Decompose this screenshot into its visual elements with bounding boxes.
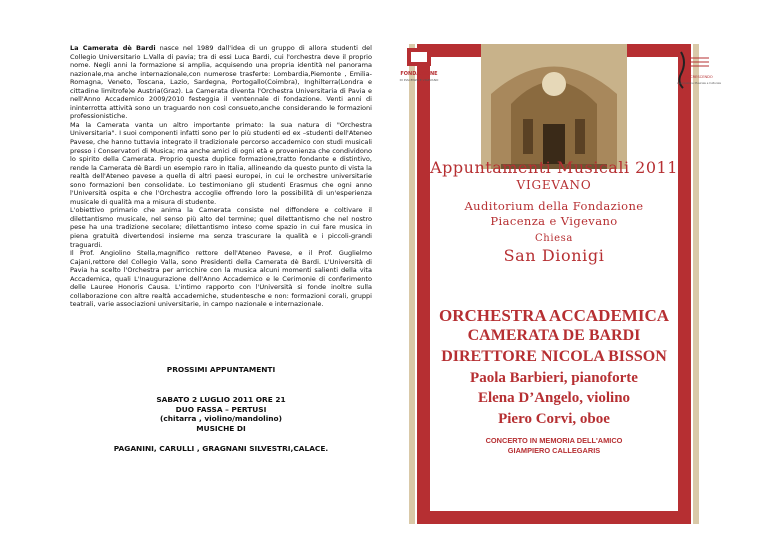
city: VIGEVANO (516, 178, 592, 192)
biography-text (70, 44, 372, 309)
conductor-line: DIRETTORE NICOLA BISSON (441, 348, 667, 365)
event-instruments: (chitarra , violino/mandolino) (160, 414, 282, 424)
performer-2: Elena D’Angelo, violino (477, 390, 631, 406)
auditorium-line-2: Piacenza e Vigevano (490, 214, 618, 228)
cover-panel (399, 44, 721, 524)
bio-paragraph-1: nasce nel 1989 dall'idea di un gruppo di allora studenti del Collegio Universitario L.Valla di pavia; tra di essi Luca Bardi, cui l'orchestra deve il proprio nome. Negli anni la formazione si amplia, acquisendo una propria identità nel panorama nazionale,ma anche internazionale,con numerose trasferte: Lombardia,Piemonte , Emilia-Romagna, Veneto, Toscana, Lazio, Sardegna, Portogallo(Coimbra), Inghilterra(Londra e cittadine limitrofe)e Austria(Graz). La Camerata diventa l'Orchestra Universitaria di Pavia e nell'Anno Accademico 2009/2010 festeggia il ventennale di fondazione. Venti anni di ininterrotta attività sono un traguardo non così consueto,anche considerando le formazioni professionistiche. (70, 44, 372, 121)
upcoming-events (70, 365, 372, 454)
event-composers: PAGANINI, CARULLI , GRAGNANI SILVESTRI,CALACE. (113, 443, 329, 453)
auditorium (417, 199, 691, 229)
left-column-decoration (409, 44, 415, 524)
fondazione-logo-subtext: DI PIACENZA E VIGEVANO (399, 78, 439, 82)
events-title: PROSSIMI APPUNTAMENTI (166, 365, 276, 374)
performer-1: Paola Barbieri, pianoforte (470, 370, 638, 386)
orchestra-line-2: CAMERATA DE BARDI (467, 327, 641, 344)
memorial-line-1: CONCERTO IN MEMORIA DELL'AMICO (485, 436, 623, 445)
fondazione-logo-text: FONDAZIONE (400, 71, 438, 77)
bio-lead: La Camerata dè Bardi (70, 44, 156, 52)
event-date: SABATO 2 LUGLIO 2011 ORE 21 (156, 394, 286, 404)
orchestra-line-1: ORCHESTRA ACCADEMICA (439, 306, 669, 325)
bio-paragraph-4: Il Prof. Angiolino Stella,magnifico rettore dell'Ateneo Pavese, e il Prof. Guglielmo Cajani,rettore del Collegio Valla, sono Presidenti della Camerata dè Bardi. L'Università di Pavia ha scelto l'Orchestra per arricchire con la musica alcuni momenti salienti della vita Accademica, quali L'Inaugurazione dell'Anno Accademico e le Cerimonie di conferimento delle Lauree Honoris Causa. L'intimo rapporto con l'Università si fonde inoltre sulla collaborazione con altre realtà accademiche, studentesche e non: formazioni corali, gruppi teatrali, varie associazioni universitarie, in campo nazionale e internazionale. (70, 249, 372, 309)
event-name: DUO FASSA – PERTUSI (175, 404, 267, 414)
fondazione-logo (397, 48, 443, 84)
chiesa-label: Chiesa (535, 233, 573, 244)
right-column-decoration (693, 44, 699, 524)
increscendo-logo-subtext: Associazione Musicale e Culturale (677, 82, 721, 85)
auditorium-line-1: Auditorium della Fondazione (464, 199, 644, 213)
increscendo-logo (673, 48, 721, 96)
event-musiche: MUSICHE DI (196, 424, 246, 434)
bio-paragraph-3: L'obiettivo primario che anima la Camerata consiste nel diffondere e coltivare il dilettantismo musicale, nel senso più alto del termine; quel dilettantismo che nel nostro pese ha una tradizione secolare; dilettantismo inteso come spazio in cui fare musica in piena gratuità divertendosi insieme ma senza trascurare la qualità e i piccoli-grandi traguardi. (70, 206, 372, 249)
church-facade-illustration (481, 44, 627, 169)
bio-paragraph-2: Ma la Camerata vanta un altro importante primato: la sua natura di "Orchestra Universitaria". I suoi componenti infatti sono per lo più studenti ed ex –studenti dell'Ateneo Pavese, che hanno tuttavia integrato il tradizionale percorso accademico con studi musicali presso i Conservatori di Musica; ma anche amici di ogni età e provenienza che condividono lo spirito della Camerata. Proprio questa duplice formazione,tratto fondante e distintivo, rende la Camerata dè Bardi un esempio raro in Italia, allineando da questo punto di vista la realtà dell'Ateneo pavese a quella di altri paesi europei, in cui le orchestre universitarie sono formazioni ben consolidate. Lo testimoniano gli studenti Erasmus che ogni anno l'Università ospita e che l'Orchestra accoglie offrendo loro la possibilità di un'esperienza musicale di qualità ma a misura di studente. (70, 120, 372, 206)
performer-3: Piero Corvi, oboe (498, 411, 610, 427)
series-title: Appuntamenti Musicali 2011 (430, 158, 678, 177)
memorial-line-2: GIAMPIERO CALLEGARIS (507, 446, 601, 455)
church-name: San Dionigi (503, 246, 605, 265)
increscendo-logo-text: IN CRESCENDO (685, 75, 713, 79)
biography-block (70, 44, 372, 309)
